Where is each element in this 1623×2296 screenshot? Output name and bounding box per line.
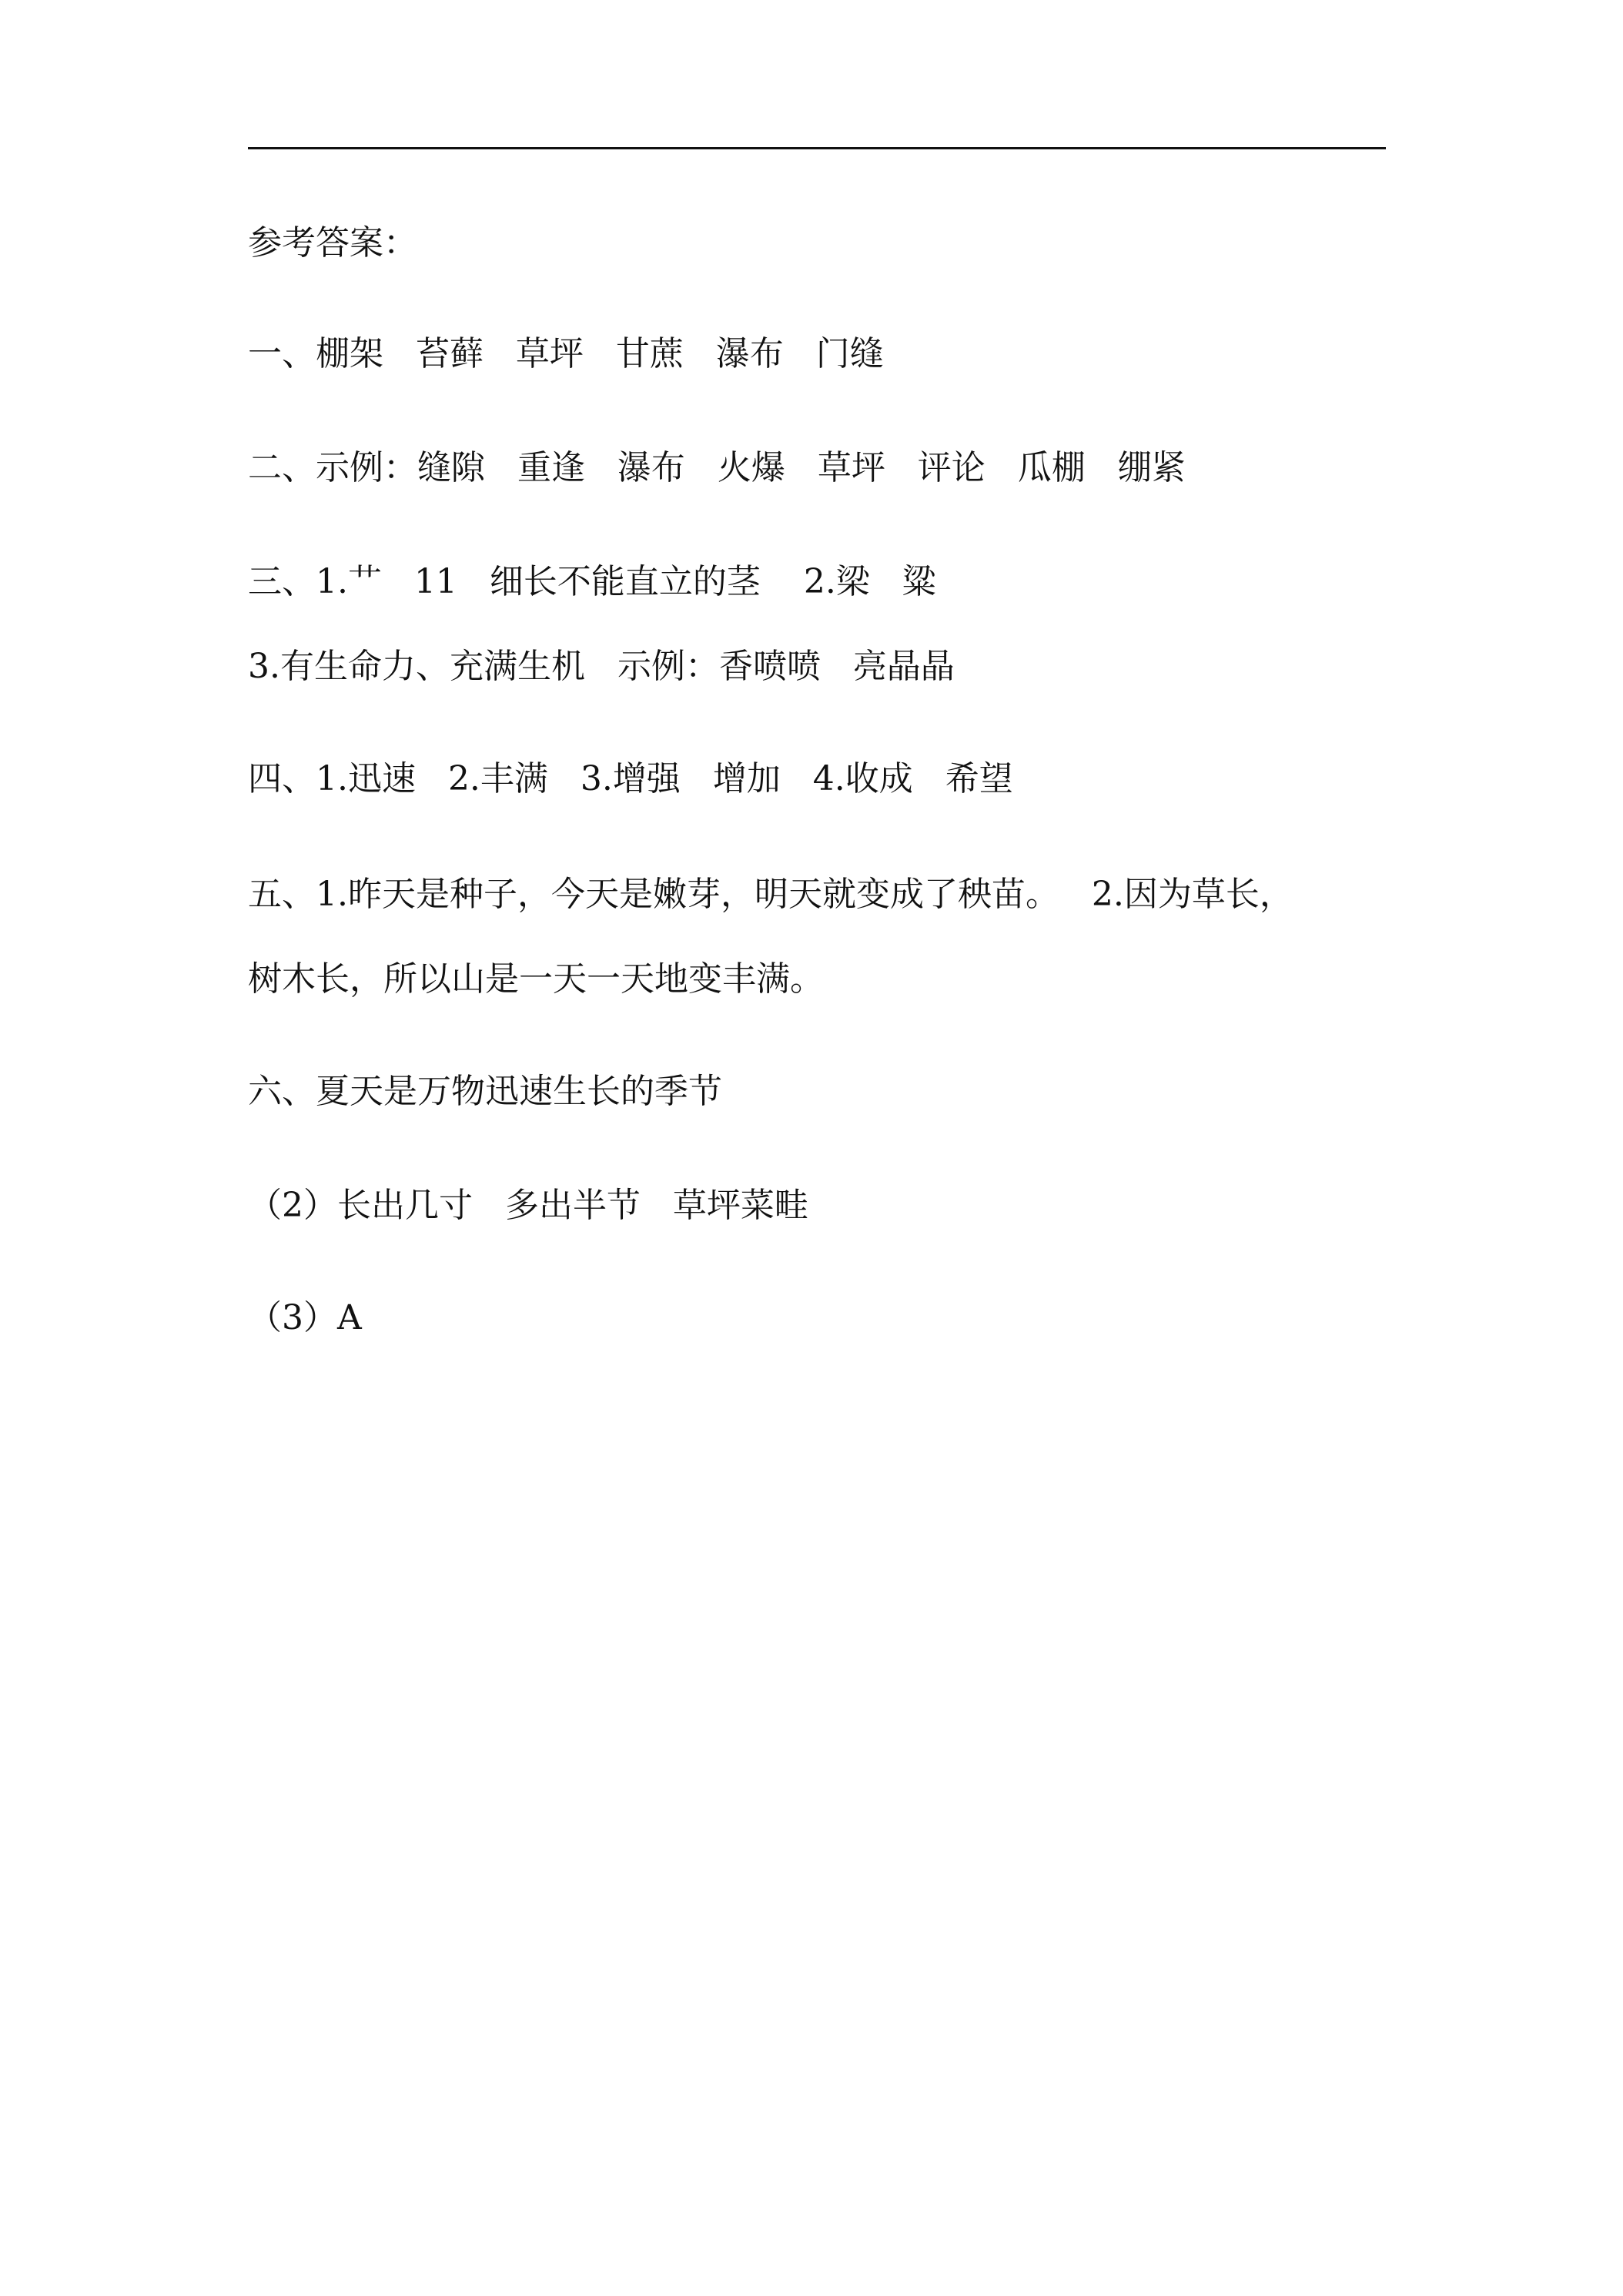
answer-section-1: 一、棚架 苔藓 草坪 甘蔗 瀑布 门缝 (248, 334, 884, 373)
answer-section-3-line-1: 三、1.艹 11 细长不能直立的茎 2.梁 粱 (248, 562, 936, 601)
answer-section-2: 二、示例：缝隙 重逢 瀑布 火爆 草坪 评论 瓜棚 绷紧 (248, 448, 1186, 487)
header-rule (248, 147, 1386, 149)
answer-section-5-line-1: 五、1.昨天是种子，今天是嫩芽，明天就变成了秧苗。 2.因为草长， (248, 875, 1293, 914)
answer-section-5-line-2: 树木长，所以山是一天一天地变丰满。 (248, 959, 824, 999)
answer-section-4: 四、1.迅速 2.丰满 3.增强 增加 4.收成 希望 (248, 759, 1013, 798)
answers-heading: 参考答案： (248, 223, 417, 263)
answer-section-6-part-3: （3）A (248, 1298, 362, 1337)
answer-section-6-part-2: （2）长出几寸 多出半节 草坪菜畦 (248, 1186, 808, 1225)
answer-section-3-line-2: 3.有生命力、充满生机 示例：香喷喷 亮晶晶 (248, 647, 955, 686)
answer-section-6: 六、夏天是万物迅速生长的季节 (248, 1072, 722, 1111)
